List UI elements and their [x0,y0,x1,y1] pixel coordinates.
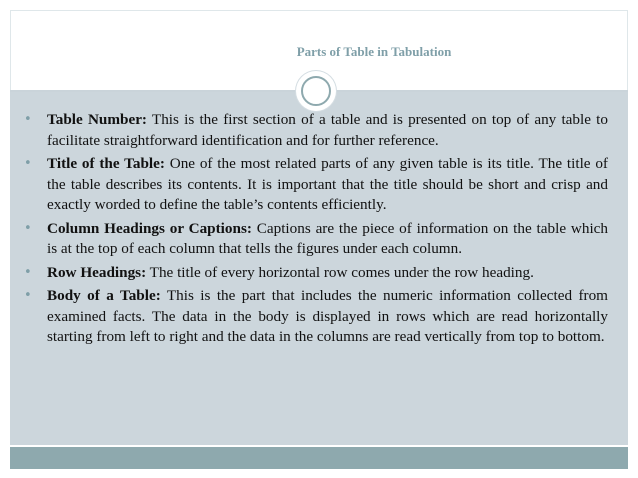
slide-title: Parts of Table in Tabulation [296,44,452,59]
bullet-item-column-headings [24,219,608,260]
bullet-term: Title of the Table: [47,155,165,172]
bullet-icon: • [24,156,32,171]
bullet-term: Body of a Table: [47,287,161,304]
footer-bar [10,447,628,469]
bullet-term: Column Headings or Captions: [47,219,252,237]
bullet-icon: • [24,288,32,303]
bullet-text: Captions are the piece of information on the table which is at the top of each column that tells the figures under each column. [47,219,609,257]
bullet-icon: • [24,112,32,127]
bullet-item-title-of-table [24,154,608,216]
bullet-term: Table Number: [47,111,147,128]
bullet-item-table-number [24,110,608,151]
bullet-list [24,110,608,351]
bullet-text: This is the first section of a table and is presented on top of any table to facilitate straightforward identification and for further reference. [47,111,608,149]
bullet-icon: • [24,264,32,280]
bullet-text: This is the part that includes the numeric information collected from examined facts. The data in the body is displayed in rows which are read horizontally starting from left to right and the data in the columns are read vertically from top to bottom. [47,287,608,345]
bullet-item-body-of-table [24,286,608,348]
bullet-text: One of the most related parts of any given table is its title. The title of the table describes its contents. It is important that the title should be short and crisp and exactly worded to define the table’s contents efficiently. [47,155,608,213]
bullet-term: Row Headings: [47,263,147,281]
decorative-circle-icon [296,71,336,111]
bullet-text: The title of every horizontal row comes under the row heading. [146,263,534,281]
bullet-item-row-headings [24,263,608,284]
bullet-icon: • [24,220,32,236]
circle-ring [301,76,331,106]
